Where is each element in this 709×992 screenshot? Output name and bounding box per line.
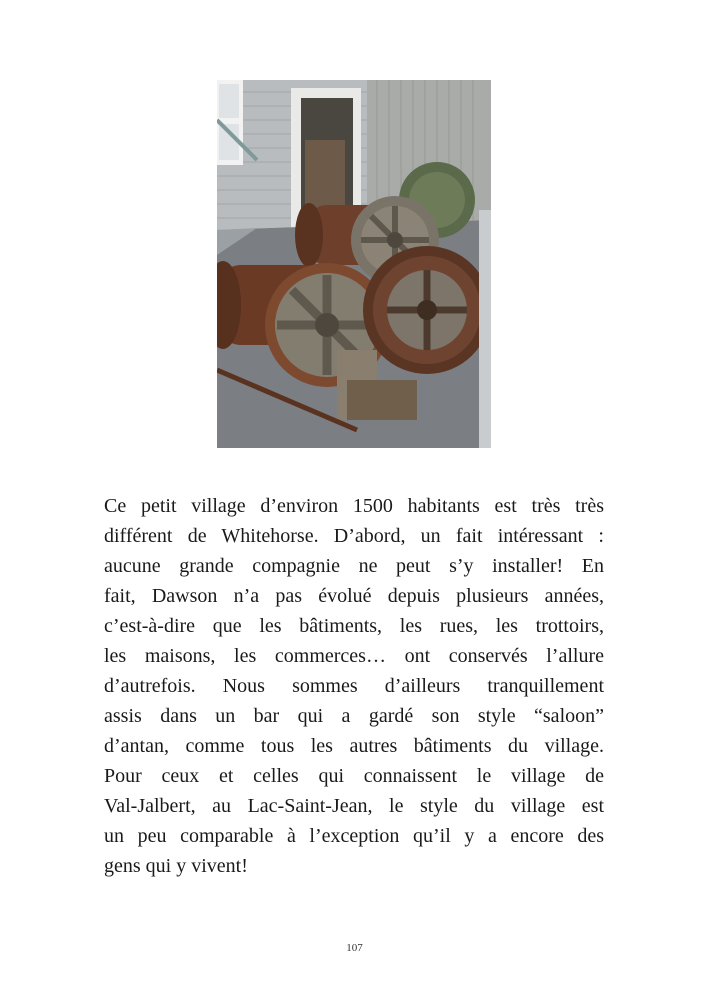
text-line: assis dans un bar qui a gardé son style “saloon” [104,705,604,727]
text-line: gens qui y vivent! [104,855,248,877]
text-line: différent de Whitehorse. D’abord, un fait intéressant : [104,525,604,547]
text-line: les maisons, les commerces… ont conservés l’allure [104,645,604,667]
machinery-photo [217,80,491,448]
text-line: c’est-à-dire que les bâtiments, les rues, les trottoirs, [104,615,604,637]
body-paragraph [104,491,604,881]
text-line: Val-Jalbert, au Lac-Saint-Jean, le style du village est [104,795,604,817]
text-line: d’antan, comme tous les autres bâtiments du village. [104,735,604,757]
winch-illustration [217,80,491,448]
text-line: aucune grande compagnie ne peut s’y installer! En [104,555,604,577]
text-line: Pour ceux et celles qui connaissent le village de [104,765,604,787]
text-line: fait, Dawson n’a pas évolué depuis plusieurs années, [104,585,604,607]
text-line: Ce petit village d’environ 1500 habitants est très très [104,495,604,517]
page-number: 107 [346,942,363,954]
text-line: un peu comparable à l’exception qu’il y a encore des [104,825,604,847]
text-line: d’autrefois. Nous sommes d’ailleurs tranquillement [104,675,604,697]
